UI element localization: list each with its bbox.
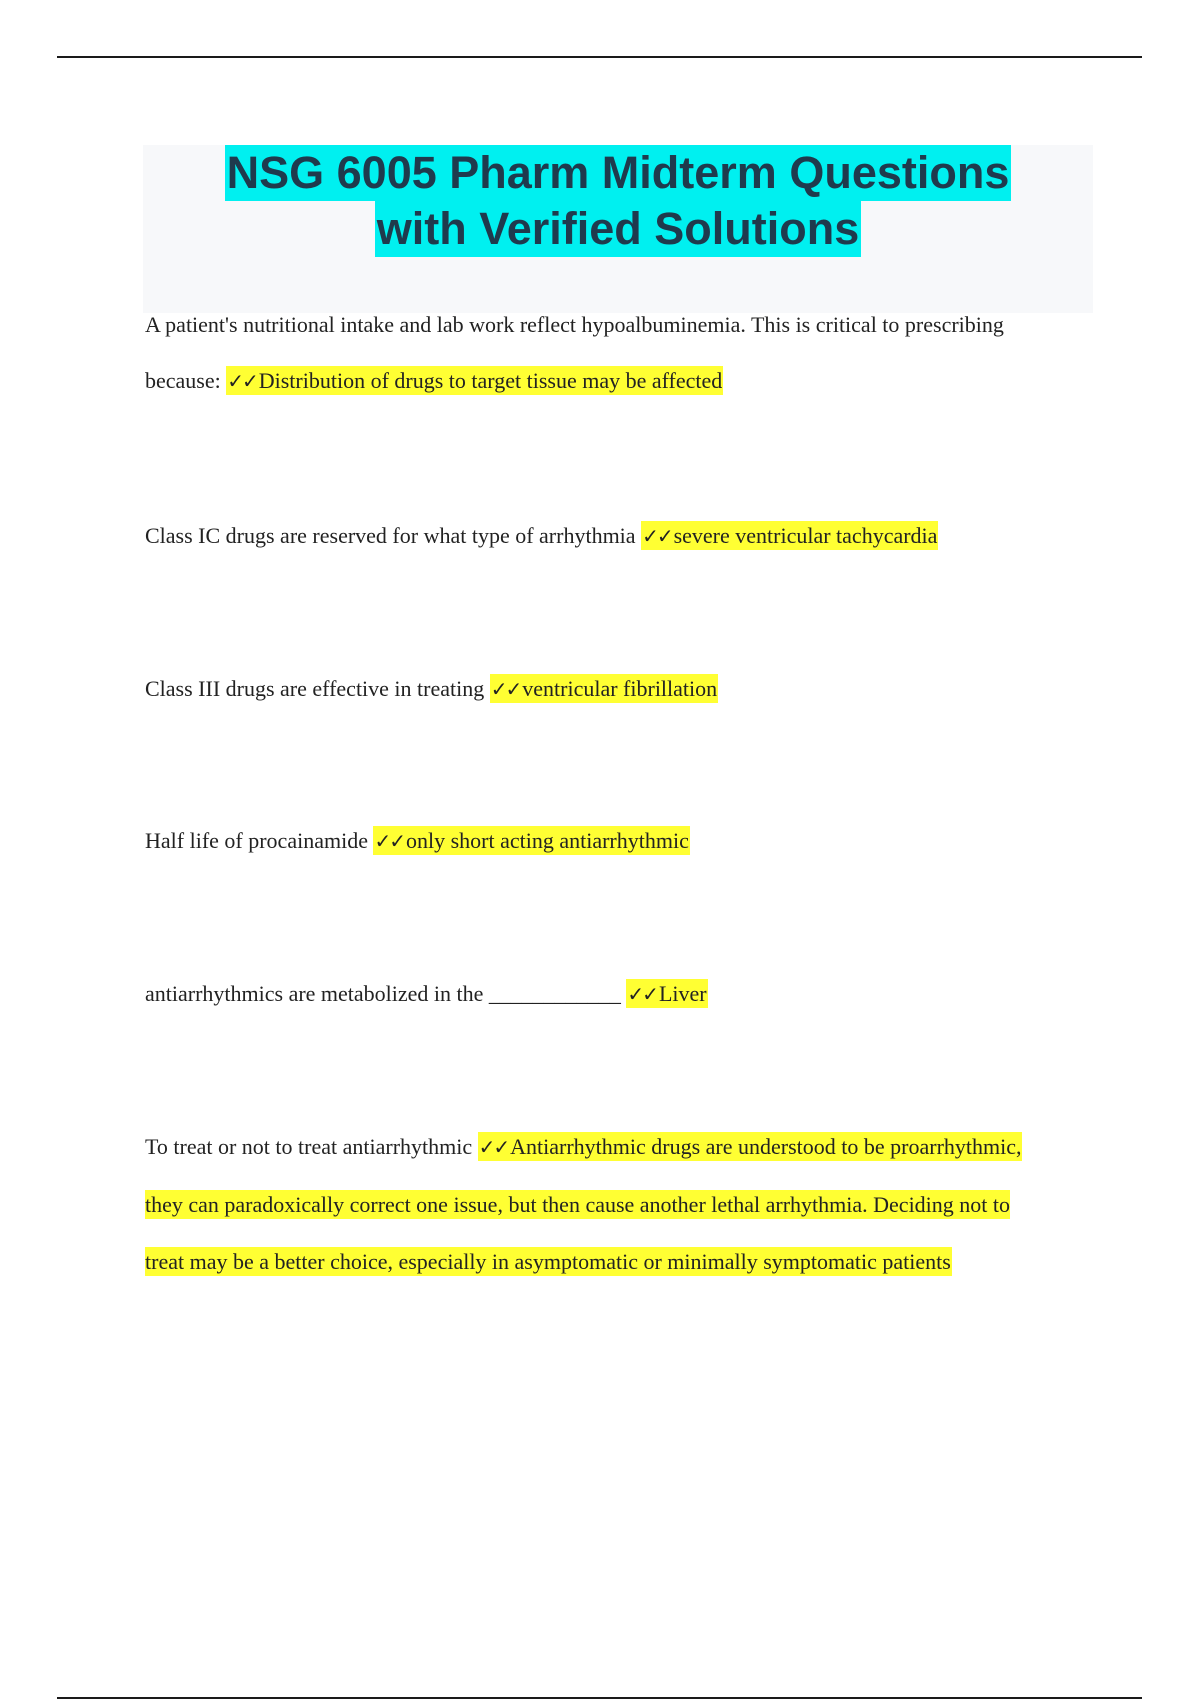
title-box — [143, 145, 1093, 313]
check-mark-icon: ✓✓ — [627, 982, 657, 1006]
page-title — [143, 145, 1093, 257]
check-mark-icon: ✓✓ — [642, 524, 672, 548]
question-text: Half life of procainamide — [145, 828, 368, 853]
check-mark-icon: ✓✓ — [227, 369, 257, 393]
answer-text: ✓✓Antiarrhythmic drugs are understood to be proarrhythmic, they can paradoxically correct one issue, but then cause another lethal arrhythmia. Deciding not to treat may be a better choice, especially in asymptomatic or minimally symptomatic patients — [145, 1134, 1022, 1274]
title-line-2: with Verified Solutions — [375, 201, 862, 257]
qa-item-3 — [145, 661, 1025, 717]
answer-text: ✓✓severe ventricular tachycardia — [642, 523, 938, 548]
qa-item-2 — [145, 508, 1025, 564]
qa-item-6 — [145, 1118, 1025, 1290]
qa-item-5 — [145, 966, 1025, 1022]
check-mark-icon: ✓✓ — [374, 829, 404, 853]
answer-text: ✓✓only short acting antiarrhythmic — [374, 828, 689, 853]
qa-item-4 — [145, 813, 1025, 869]
qa-item-1 — [145, 297, 1025, 409]
answer-text: ✓✓ventricular fibrillation — [490, 676, 718, 701]
title-line-1: NSG 6005 Pharm Midterm Questions — [225, 145, 1012, 201]
question-text: Class III drugs are effective in treating — [145, 676, 485, 701]
check-mark-icon: ✓✓ — [478, 1135, 509, 1159]
question-text: To treat or not to treat antiarrhythmic — [145, 1134, 473, 1159]
question-text: Class IC drugs are reserved for what type of arrhythmia — [145, 523, 636, 548]
question-text: A patient's nutritional intake and lab work reflect hypoalbuminemia. This is critical to prescribing because: — [145, 312, 1004, 393]
answer-text: ✓✓Liver — [627, 981, 707, 1006]
bottom-rule — [57, 1697, 1142, 1699]
top-rule — [57, 56, 1142, 58]
answer-text: ✓✓Distribution of drugs to target tissue may be affected — [227, 368, 723, 393]
check-mark-icon: ✓✓ — [490, 677, 521, 701]
question-text: antiarrhythmics are metabolized in the ____________ — [145, 981, 621, 1006]
